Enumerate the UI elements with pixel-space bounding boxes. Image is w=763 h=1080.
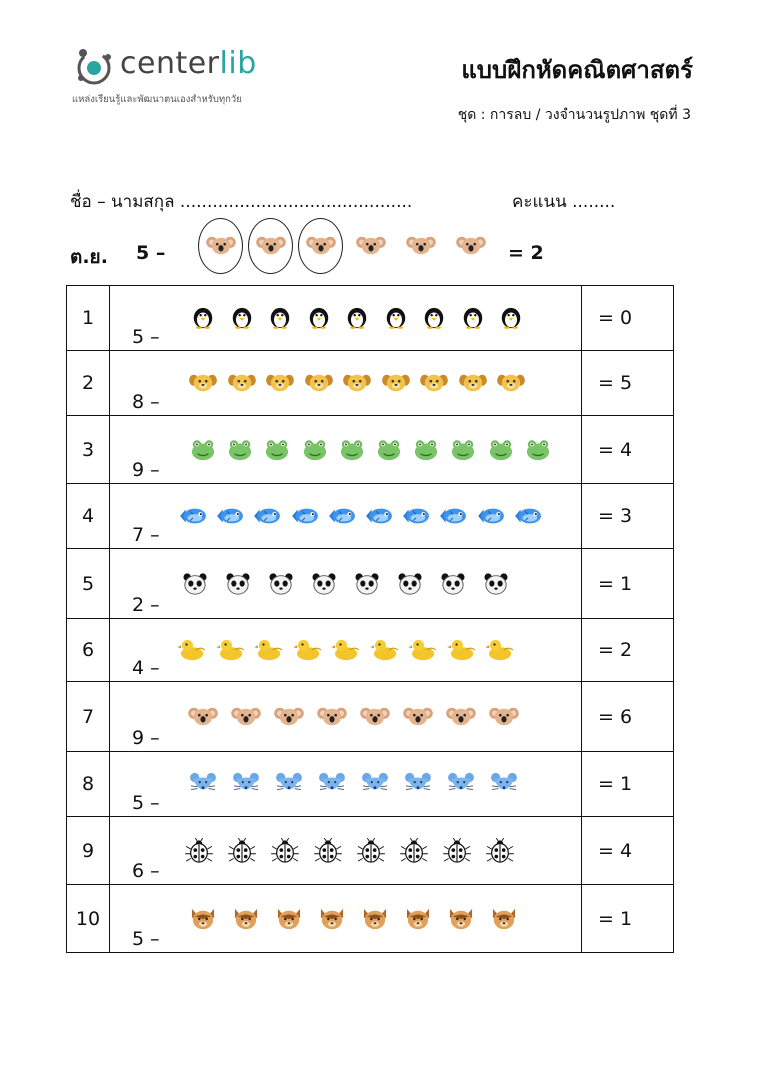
fish-icon (513, 504, 543, 528)
dog-icon (381, 371, 411, 395)
duck-icon (255, 638, 285, 662)
row-icons (188, 438, 560, 462)
ladybug-icon (399, 839, 429, 863)
frog-icon (411, 438, 441, 462)
mouse-icon (231, 772, 261, 796)
row-icons (188, 705, 532, 729)
panda-icon (309, 572, 339, 596)
frog-icon (188, 438, 218, 462)
panda-icon (266, 572, 296, 596)
example-minuend: 5 – (136, 242, 166, 264)
row-minuend: 8 – (132, 391, 160, 413)
exercise-table (66, 285, 674, 953)
penguin-icon (342, 306, 372, 330)
panda-icon (438, 572, 468, 596)
panda-icon (223, 572, 253, 596)
penguin-icon (265, 306, 295, 330)
row-work-area[interactable] (110, 817, 582, 885)
ladybug-icon (356, 839, 386, 863)
row-minuend: 5 – (132, 928, 160, 950)
koala-icon (317, 705, 347, 729)
row-answer: = 0 (582, 286, 674, 351)
mouse-icon (188, 772, 218, 796)
frog-icon (523, 438, 553, 462)
row-number: 3 (67, 416, 110, 484)
dog-icon (458, 371, 488, 395)
row-number: 2 (67, 351, 110, 416)
exercise-row (67, 682, 674, 752)
score-field[interactable]: คะแนน ........ (512, 192, 616, 212)
penguin-icon (188, 306, 218, 330)
exercise-row (67, 549, 674, 619)
frog-icon (448, 438, 478, 462)
row-answer: = 1 (582, 549, 674, 619)
row-work-area[interactable] (110, 416, 582, 484)
row-minuend: 2 – (132, 594, 160, 616)
example-item (348, 218, 393, 274)
row-answer: = 2 (582, 619, 674, 682)
exercise-row (67, 351, 674, 416)
row-icons (178, 638, 525, 662)
row-work-area[interactable] (110, 619, 582, 682)
duck-icon (178, 638, 208, 662)
fish-icon (476, 504, 506, 528)
fish-icon (438, 504, 468, 528)
mouse-icon (360, 772, 390, 796)
logo-tagline: แหล่งเรียนรู้และพัฒนาตนเองสำหรับทุกวัย (72, 94, 242, 105)
duck-icon (217, 638, 247, 662)
exercise-row (67, 416, 674, 484)
dog-icon (265, 371, 295, 395)
ladybug-icon (485, 839, 515, 863)
fox-icon (274, 907, 304, 931)
row-work-area[interactable] (110, 549, 582, 619)
koala-icon (206, 234, 236, 258)
mouse-icon (489, 772, 519, 796)
frog-icon (225, 438, 255, 462)
row-minuend: 7 – (132, 524, 160, 546)
fox-icon (317, 907, 347, 931)
row-number: 7 (67, 682, 110, 752)
panda-icon (481, 572, 511, 596)
logo-mark-icon (72, 44, 116, 88)
row-work-area[interactable] (110, 682, 582, 752)
fox-icon (188, 907, 218, 931)
koala-icon (456, 234, 486, 258)
duck-icon (486, 638, 516, 662)
row-number: 6 (67, 619, 110, 682)
example-item (448, 218, 493, 274)
duck-icon (448, 638, 478, 662)
koala-icon (446, 705, 476, 729)
exercise-row (67, 752, 674, 817)
circled-example-item (198, 218, 243, 274)
dog-icon (419, 371, 449, 395)
row-answer: = 4 (582, 817, 674, 885)
ladybug-icon (270, 839, 300, 863)
duck-icon (294, 638, 324, 662)
row-minuend: 4 – (132, 657, 160, 679)
circled-example-item (298, 218, 343, 274)
koala-icon (360, 705, 390, 729)
fish-icon (252, 504, 282, 528)
panda-icon (395, 572, 425, 596)
koala-icon (274, 705, 304, 729)
frog-icon (337, 438, 367, 462)
row-icons (188, 371, 535, 395)
exercise-row (67, 619, 674, 682)
row-number: 5 (67, 549, 110, 619)
fish-icon (178, 504, 208, 528)
penguin-icon (458, 306, 488, 330)
penguin-icon (227, 306, 257, 330)
example-icons (198, 216, 498, 276)
mouse-icon (274, 772, 304, 796)
row-work-area[interactable] (110, 885, 582, 953)
row-minuend: 5 – (132, 792, 160, 814)
exercise-row (67, 817, 674, 885)
row-icons (188, 772, 532, 796)
row-work-area[interactable] (110, 484, 582, 549)
fox-icon (489, 907, 519, 931)
dog-icon (496, 371, 526, 395)
frog-icon (486, 438, 516, 462)
row-icons (180, 572, 524, 596)
dog-icon (304, 371, 334, 395)
row-number: 4 (67, 484, 110, 549)
koala-icon (403, 705, 433, 729)
koala-icon (489, 705, 519, 729)
row-answer: = 3 (582, 484, 674, 549)
name-field[interactable]: ชื่อ – นามสกุล ........................................... (70, 192, 413, 212)
penguin-icon (381, 306, 411, 330)
row-minuend: 5 – (132, 326, 160, 348)
row-number: 8 (67, 752, 110, 817)
penguin-icon (304, 306, 334, 330)
row-minuend: 9 – (132, 727, 160, 749)
example-item (398, 218, 443, 274)
panda-icon (180, 572, 210, 596)
example-result: = 2 (508, 242, 544, 264)
row-icons (184, 839, 528, 863)
fox-icon (231, 907, 261, 931)
row-number: 10 (67, 885, 110, 953)
row-work-area[interactable] (110, 286, 582, 351)
row-minuend: 6 – (132, 860, 160, 882)
row-answer: = 6 (582, 682, 674, 752)
panda-icon (352, 572, 382, 596)
koala-icon (306, 234, 336, 258)
duck-icon (332, 638, 362, 662)
ladybug-icon (184, 839, 214, 863)
row-answer: = 1 (582, 885, 674, 953)
dog-icon (342, 371, 372, 395)
frog-icon (262, 438, 292, 462)
fox-icon (360, 907, 390, 931)
row-number: 1 (67, 286, 110, 351)
logo-text: centerlib (120, 46, 257, 81)
example-label: ต.ย. (70, 246, 108, 268)
koala-icon (356, 234, 386, 258)
duck-icon (409, 638, 439, 662)
fox-icon (446, 907, 476, 931)
fish-icon (401, 504, 431, 528)
fox-icon (403, 907, 433, 931)
row-icons (188, 907, 532, 931)
logo-wordmark (120, 46, 257, 81)
ladybug-icon (227, 839, 257, 863)
koala-icon (231, 705, 261, 729)
row-icons (178, 504, 550, 528)
row-minuend: 9 – (132, 459, 160, 481)
koala-icon (406, 234, 436, 258)
mouse-icon (446, 772, 476, 796)
duck-icon (371, 638, 401, 662)
row-answer: = 5 (582, 351, 674, 416)
mouse-icon (317, 772, 347, 796)
row-answer: = 1 (582, 752, 674, 817)
row-number: 9 (67, 817, 110, 885)
koala-icon (256, 234, 286, 258)
fish-icon (215, 504, 245, 528)
row-work-area[interactable] (110, 752, 582, 817)
exercise-row (67, 286, 674, 351)
ladybug-icon (313, 839, 343, 863)
ladybug-icon (442, 839, 472, 863)
penguin-icon (419, 306, 449, 330)
fish-icon (327, 504, 357, 528)
fish-icon (290, 504, 320, 528)
row-icons (188, 306, 535, 330)
exercise-row (67, 885, 674, 953)
circled-example-item (248, 218, 293, 274)
dog-icon (227, 371, 257, 395)
frog-icon (300, 438, 330, 462)
page-title: แบบฝึกหัดคณิตศาสตร์ (461, 56, 693, 84)
mouse-icon (403, 772, 433, 796)
centerlib-logo (72, 42, 302, 112)
dog-icon (188, 371, 218, 395)
frog-icon (374, 438, 404, 462)
koala-icon (188, 705, 218, 729)
fish-icon (364, 504, 394, 528)
row-work-area[interactable] (110, 351, 582, 416)
row-answer: = 4 (582, 416, 674, 484)
worksheet-subtitle: ชุด : การลบ / วงจำนวนรูปภาพ ชุดที่ 3 (457, 107, 691, 123)
exercise-row (67, 484, 674, 549)
penguin-icon (496, 306, 526, 330)
